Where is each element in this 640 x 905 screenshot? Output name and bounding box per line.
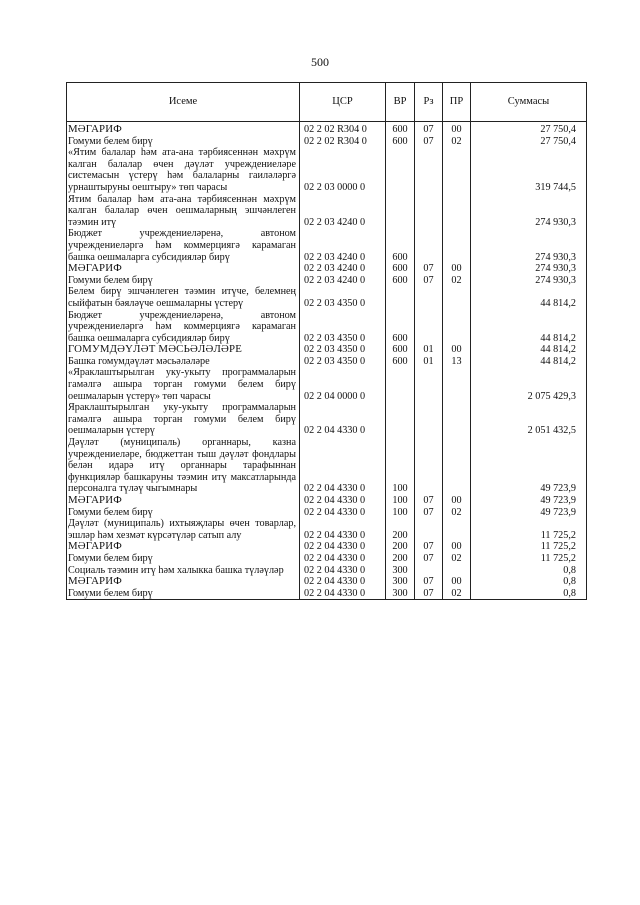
header-vr: ВР xyxy=(386,83,415,122)
cell-rz xyxy=(415,310,443,345)
cell-pr: 00 xyxy=(443,344,471,356)
table-row xyxy=(67,356,587,368)
cell-sum: 0,8 xyxy=(471,588,587,600)
cell-vr: 200 xyxy=(386,541,415,553)
cell-rz: 07 xyxy=(415,136,443,148)
cell-rz: 07 xyxy=(415,576,443,588)
cell-name: Гомуми белем бирү xyxy=(67,136,300,148)
cell-sum: 11 725,2 xyxy=(471,553,587,565)
table-row xyxy=(67,576,587,588)
cell-vr: 100 xyxy=(386,507,415,519)
cell-csr: 02 2 04 4330 0 xyxy=(300,565,386,577)
cell-name: Белем бирү эшчәнлеген тәэмин итүче, белемнең сыйфатын бәяләүче оешмаларны үстерү xyxy=(67,286,300,309)
cell-csr: 02 2 04 4330 0 xyxy=(300,541,386,553)
page-number: 500 xyxy=(311,55,329,69)
header-sum: Суммасы xyxy=(471,83,587,122)
cell-sum: 319 744,5 xyxy=(471,147,587,193)
cell-name: Бюджет учреждениеләренә, автоном учреждениеләргә һәм коммерциягә карамаган башка оешмаларга субсидияләр бирү xyxy=(67,310,300,345)
cell-rz xyxy=(415,367,443,402)
cell-rz xyxy=(415,194,443,229)
cell-pr xyxy=(443,194,471,229)
cell-rz xyxy=(415,518,443,541)
cell-name: «Яраклаштырылган уку-укыту программаларын гамәлгә ашыра торган гомуми белем бирү оешмаларын үстерү» төп чарасы xyxy=(67,367,300,402)
cell-csr: 02 2 04 4330 0 xyxy=(300,576,386,588)
cell-vr: 600 xyxy=(386,122,415,136)
cell-csr: 02 2 04 4330 0 xyxy=(300,402,386,437)
cell-rz: 07 xyxy=(415,588,443,600)
cell-name: МӘГАРИФ xyxy=(67,495,300,507)
cell-csr: 02 2 03 4240 0 xyxy=(300,263,386,275)
table-row xyxy=(67,136,587,148)
cell-pr xyxy=(443,310,471,345)
cell-vr: 600 xyxy=(386,344,415,356)
cell-pr: 00 xyxy=(443,122,471,136)
cell-sum: 11 725,2 xyxy=(471,541,587,553)
cell-pr: 02 xyxy=(443,553,471,565)
cell-rz: 07 xyxy=(415,495,443,507)
cell-sum: 0,8 xyxy=(471,576,587,588)
cell-pr xyxy=(443,367,471,402)
cell-rz: 01 xyxy=(415,344,443,356)
cell-name: «Ятим балалар һәм ата-ана тәрбиясеннән мәхрүм калган балалар өчен дәүләт учреждениеләре системасын үстерү һәм балаларны гаиләләргә урнаштыруны оештыру» төп чарасы xyxy=(67,147,300,193)
cell-sum: 27 750,4 xyxy=(471,122,587,136)
table-row xyxy=(67,147,587,193)
table-row xyxy=(67,122,587,136)
cell-name: МӘГАРИФ xyxy=(67,541,300,553)
header-rz: Рз xyxy=(415,83,443,122)
cell-sum: 44 814,2 xyxy=(471,310,587,345)
budget-sheet xyxy=(66,82,586,600)
cell-name: Башка гомумдәүләт мәсьәләләре xyxy=(67,356,300,368)
table-row xyxy=(67,518,587,541)
table-body xyxy=(67,122,587,600)
cell-sum: 274 930,3 xyxy=(471,263,587,275)
cell-sum: 2 051 432,5 xyxy=(471,402,587,437)
cell-name: Дәүләт (муниципаль) ихтыяҗлары өчен товарлар, эшләр һәм хезмәт күрсәтүләр сатып алу xyxy=(67,518,300,541)
cell-name: Бюджет учреждениеләренә, автоном учреждениеләргә һәм коммерциягә карамаган башка оешмаларга субсидияләр бирү xyxy=(67,228,300,263)
cell-csr: 02 2 04 4330 0 xyxy=(300,553,386,565)
cell-sum: 274 930,3 xyxy=(471,228,587,263)
table-row xyxy=(67,228,587,263)
cell-rz: 07 xyxy=(415,541,443,553)
cell-csr: 02 2 04 4330 0 xyxy=(300,437,386,495)
table-row xyxy=(67,367,587,402)
cell-name: Яраклаштырылган уку-укыту программаларын гамәлгә ашыра торган гомуми белем бирү оешмаларын үстерү xyxy=(67,402,300,437)
cell-vr xyxy=(386,194,415,229)
cell-sum: 27 750,4 xyxy=(471,136,587,148)
cell-pr xyxy=(443,518,471,541)
cell-pr xyxy=(443,228,471,263)
cell-rz: 07 xyxy=(415,263,443,275)
cell-pr xyxy=(443,286,471,309)
cell-sum: 0,8 xyxy=(471,565,587,577)
cell-rz xyxy=(415,437,443,495)
cell-sum: 274 930,3 xyxy=(471,194,587,229)
cell-rz xyxy=(415,286,443,309)
cell-csr: 02 2 03 0000 0 xyxy=(300,147,386,193)
cell-vr: 600 xyxy=(386,310,415,345)
cell-pr xyxy=(443,147,471,193)
cell-csr: 02 2 03 4240 0 xyxy=(300,275,386,287)
table-row xyxy=(67,402,587,437)
cell-pr: 02 xyxy=(443,507,471,519)
cell-vr xyxy=(386,286,415,309)
cell-vr: 600 xyxy=(386,228,415,263)
table-row xyxy=(67,495,587,507)
cell-pr: 02 xyxy=(443,588,471,600)
cell-pr: 02 xyxy=(443,275,471,287)
cell-vr: 600 xyxy=(386,275,415,287)
cell-vr: 300 xyxy=(386,565,415,577)
cell-name: Гомуми белем бирү xyxy=(67,275,300,287)
cell-pr: 00 xyxy=(443,576,471,588)
table-header xyxy=(67,83,587,122)
cell-vr: 600 xyxy=(386,356,415,368)
cell-rz: 07 xyxy=(415,122,443,136)
cell-vr: 300 xyxy=(386,576,415,588)
cell-vr: 600 xyxy=(386,263,415,275)
table-row xyxy=(67,275,587,287)
table-row xyxy=(67,507,587,519)
cell-rz xyxy=(415,147,443,193)
budget-table xyxy=(66,82,587,600)
cell-pr: 02 xyxy=(443,136,471,148)
table-row xyxy=(67,588,587,600)
cell-csr: 02 2 04 0000 0 xyxy=(300,367,386,402)
cell-csr: 02 2 03 4350 0 xyxy=(300,286,386,309)
table-row xyxy=(67,310,587,345)
cell-sum: 11 725,2 xyxy=(471,518,587,541)
cell-pr: 00 xyxy=(443,263,471,275)
cell-pr xyxy=(443,402,471,437)
cell-sum: 49 723,9 xyxy=(471,437,587,495)
cell-csr: 02 2 04 4330 0 xyxy=(300,507,386,519)
cell-vr: 200 xyxy=(386,553,415,565)
table-row xyxy=(67,565,587,577)
cell-pr xyxy=(443,437,471,495)
cell-name: МӘГАРИФ xyxy=(67,122,300,136)
cell-csr: 02 2 03 4240 0 xyxy=(300,228,386,263)
cell-name: Гомуми белем бирү xyxy=(67,588,300,600)
table-row xyxy=(67,344,587,356)
header-pr: ПР xyxy=(443,83,471,122)
cell-csr: 02 2 04 4330 0 xyxy=(300,588,386,600)
table-row xyxy=(67,263,587,275)
cell-csr: 02 2 02 R304 0 xyxy=(300,122,386,136)
cell-rz: 07 xyxy=(415,275,443,287)
cell-pr: 13 xyxy=(443,356,471,368)
cell-csr: 02 2 03 4350 0 xyxy=(300,344,386,356)
table-row xyxy=(67,541,587,553)
cell-sum: 2 075 429,3 xyxy=(471,367,587,402)
cell-rz: 01 xyxy=(415,356,443,368)
cell-csr: 02 2 04 4330 0 xyxy=(300,495,386,507)
cell-csr: 02 2 03 4350 0 xyxy=(300,310,386,345)
cell-vr: 200 xyxy=(386,518,415,541)
cell-vr: 100 xyxy=(386,495,415,507)
cell-rz: 07 xyxy=(415,553,443,565)
cell-name: Гомуми белем бирү xyxy=(67,553,300,565)
header-csr: ЦСР xyxy=(300,83,386,122)
header-name: Исеме xyxy=(67,83,300,122)
cell-vr xyxy=(386,147,415,193)
cell-name: Ятим балалар һәм ата-ана тәрбиясеннән мәхрүм калган балалар өчен оешмаларның эшчәнлеген тәэмин итү xyxy=(67,194,300,229)
cell-sum: 44 814,2 xyxy=(471,286,587,309)
cell-vr: 300 xyxy=(386,588,415,600)
table-row xyxy=(67,553,587,565)
cell-rz: 07 xyxy=(415,507,443,519)
table-row xyxy=(67,286,587,309)
cell-name: Гомуми белем бирү xyxy=(67,507,300,519)
cell-pr: 00 xyxy=(443,495,471,507)
cell-rz xyxy=(415,565,443,577)
cell-vr xyxy=(386,367,415,402)
cell-rz xyxy=(415,228,443,263)
cell-vr: 600 xyxy=(386,136,415,148)
header-row xyxy=(67,83,587,122)
cell-sum: 274 930,3 xyxy=(471,275,587,287)
cell-sum: 44 814,2 xyxy=(471,356,587,368)
cell-name: Социаль тәэмин итү һәм халыкка башка түләүләр xyxy=(67,565,300,577)
cell-pr xyxy=(443,565,471,577)
cell-csr: 02 2 04 4330 0 xyxy=(300,518,386,541)
table-row xyxy=(67,194,587,229)
cell-sum: 49 723,9 xyxy=(471,495,587,507)
cell-pr: 00 xyxy=(443,541,471,553)
cell-name: МӘГАРИФ xyxy=(67,576,300,588)
cell-csr: 02 2 03 4350 0 xyxy=(300,356,386,368)
cell-csr: 02 2 03 4240 0 xyxy=(300,194,386,229)
cell-vr: 100 xyxy=(386,437,415,495)
table-row xyxy=(67,437,587,495)
cell-sum: 44 814,2 xyxy=(471,344,587,356)
cell-name: МӘГАРИФ xyxy=(67,263,300,275)
cell-name: Дәүләт (муниципаль) органнары, казна учреждениеләре, бюджеттан тыш дәүләт фондлары белән идарә итү органнары тарафыннан функцияләр башкаруны тәэмин итү максатларында персоналга түләү чыгымнары xyxy=(67,437,300,495)
cell-csr: 02 2 02 R304 0 xyxy=(300,136,386,148)
cell-rz xyxy=(415,402,443,437)
cell-name: ГОМУМДӘҮЛӘТ МӘСЬӘЛӘЛӘРЕ xyxy=(67,344,300,356)
cell-sum: 49 723,9 xyxy=(471,507,587,519)
cell-vr xyxy=(386,402,415,437)
